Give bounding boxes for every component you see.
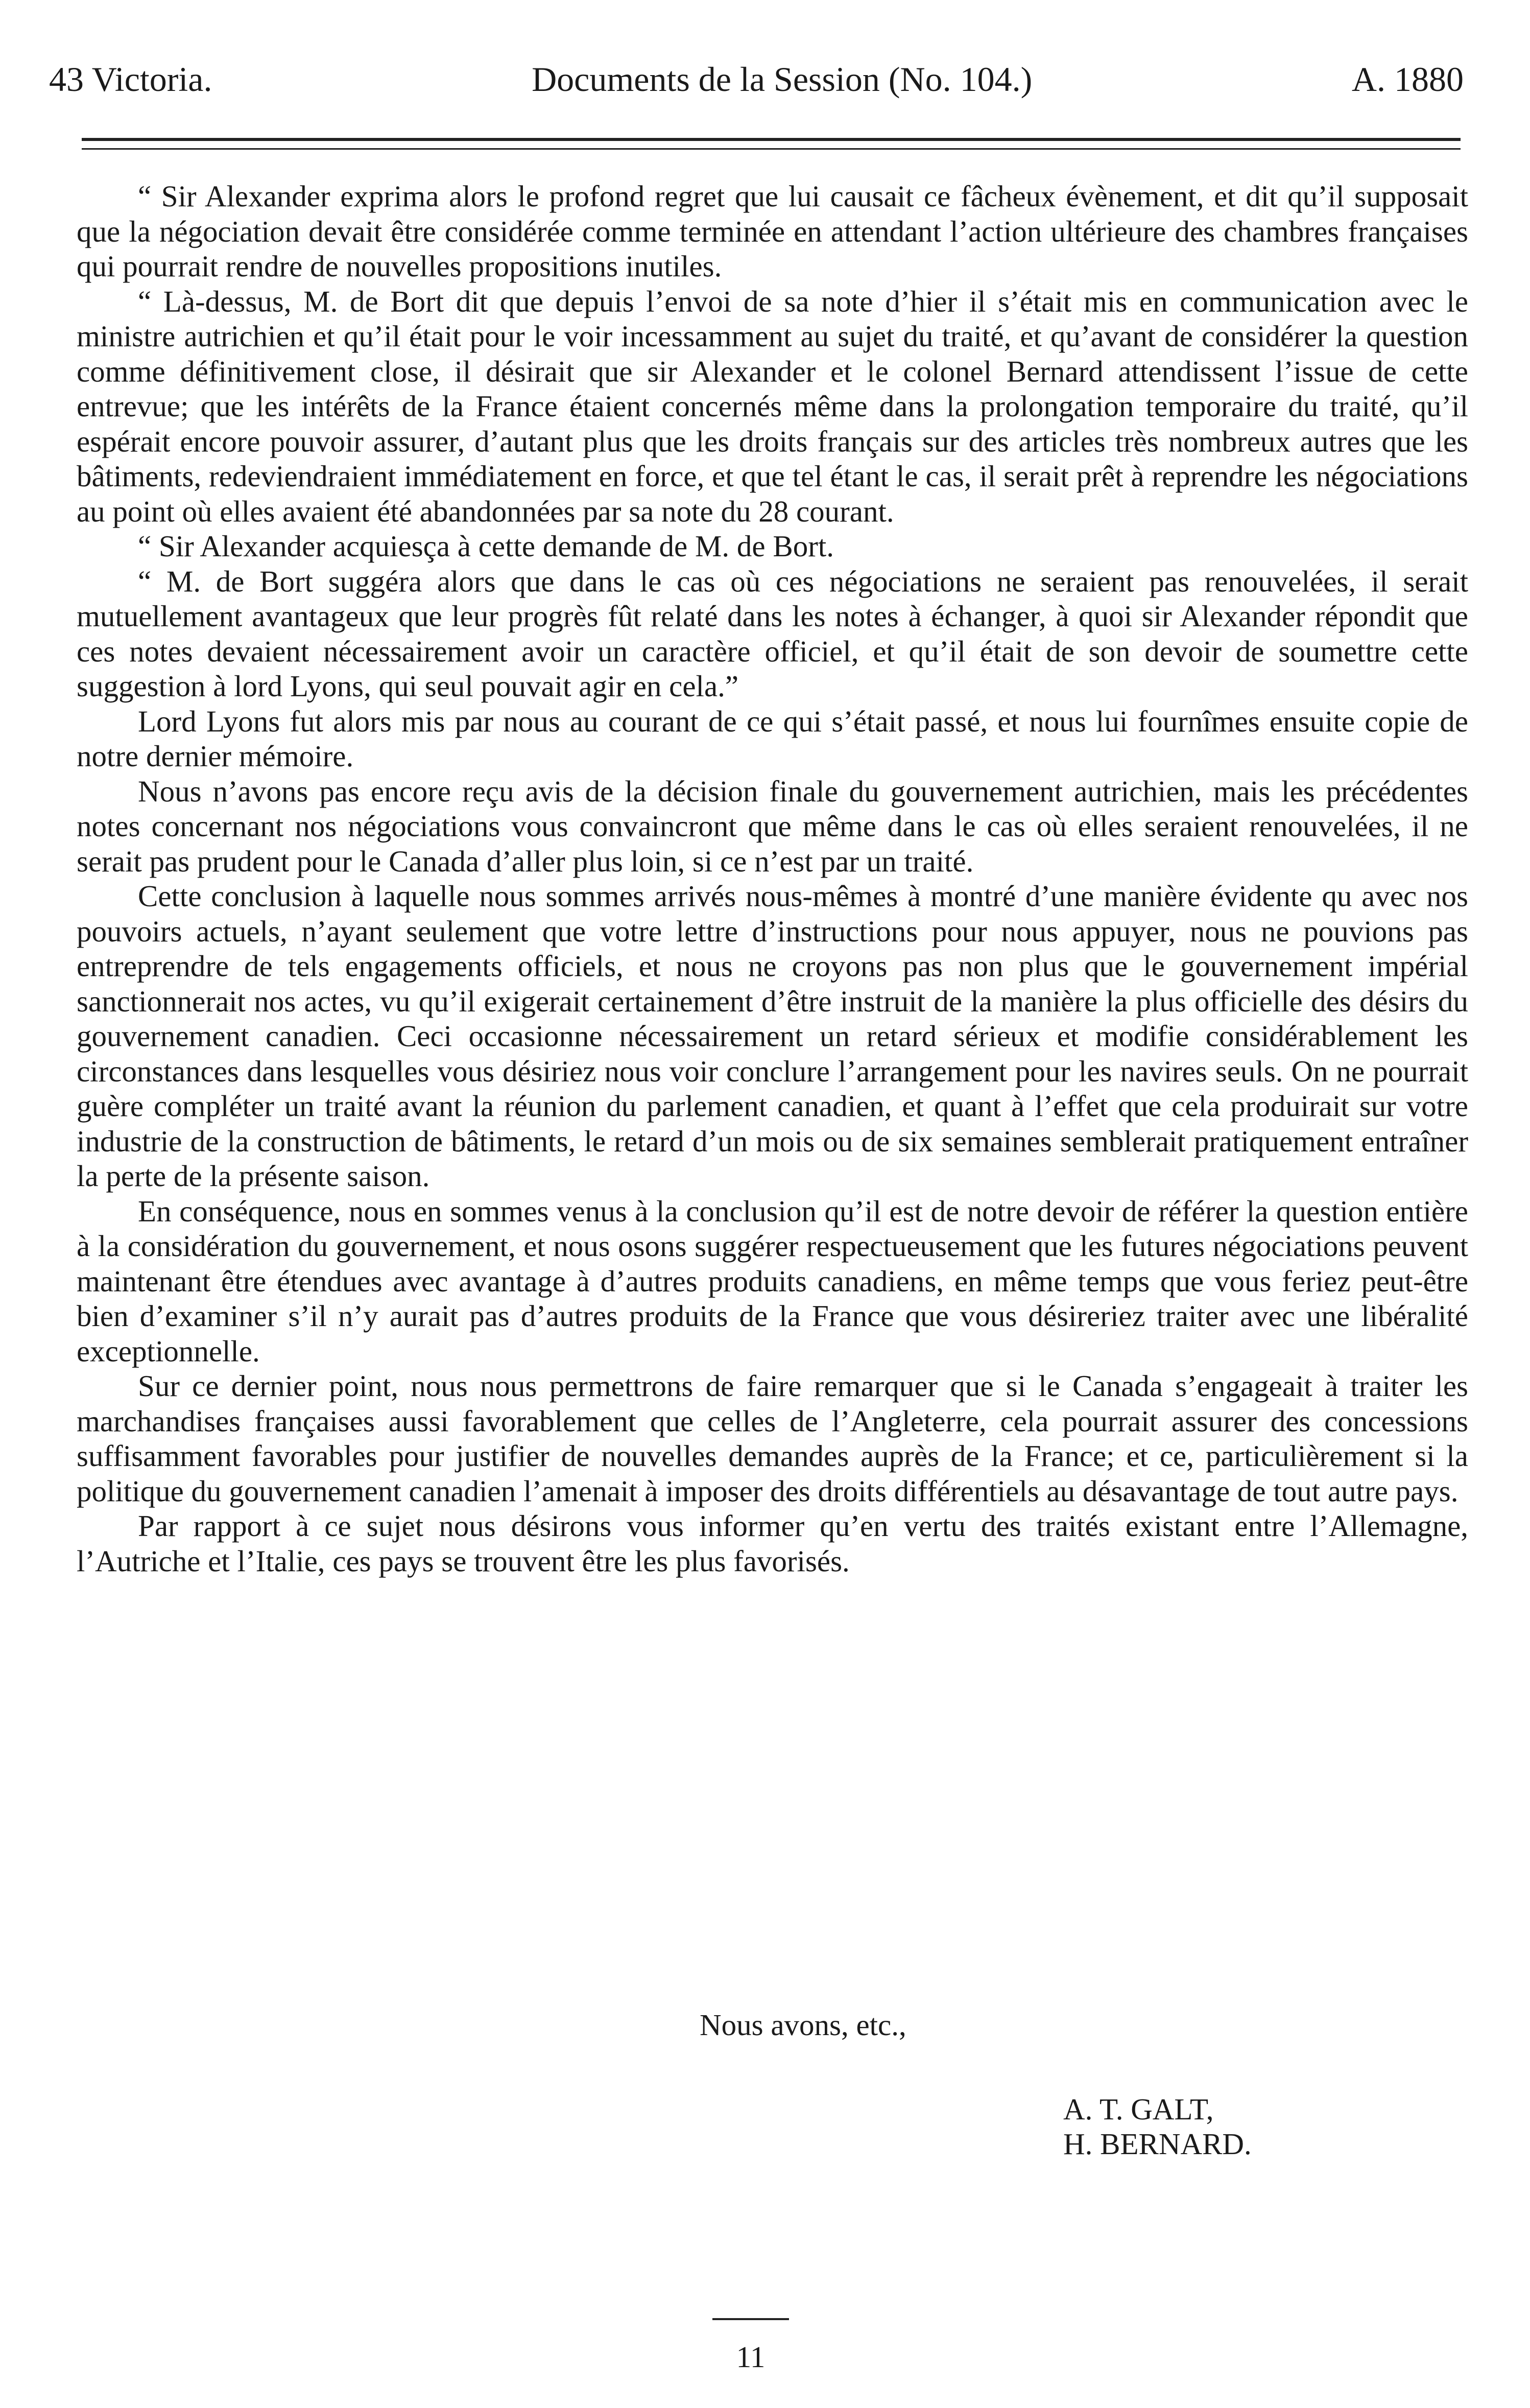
page-number: 11 xyxy=(736,2340,766,2374)
paragraph: “ Sir Alexander acquiesça à cette demande de M. de Bort. xyxy=(138,529,834,563)
signature-block xyxy=(1063,2092,1252,2161)
paragraph: “ Sir Alexander exprima alors le profond regret que lui causait ce fâcheux évènement, et dit qu’il supposait que la négociation devait être considérée comme terminée en attendant l’action ultérieure des chambres françaises qui pourrait rendre de nouvelles propositions inutiles. xyxy=(77,179,1468,283)
signature-galt: A. T. GALT, xyxy=(1063,2092,1214,2126)
paragraph: Sur ce dernier point, nous nous permettrons de faire remarquer que si le Canada s’engageait à traiter les marchandises françaises aussi favorablement que celles de l’Angleterre, cela pourrait assurer des concessions suffisamment favorables pour justifier de nouvelles demandes auprès de la France; et ce, particulièrement si la politique du gouvernement canadien l’amenait à imposer des droits différentiels au désavantage de tout autre pays. xyxy=(77,1369,1468,1508)
body-text xyxy=(77,179,1468,1578)
paragraph: Lord Lyons fut alors mis par nous au courant de ce qui s’était passé, et nous lui fournîmes ensuite copie de notre dernier mémoire. xyxy=(77,704,1468,773)
header-rule-thin xyxy=(82,148,1461,150)
paragraph: Cette conclusion à laquelle nous sommes arrivés nous-mêmes à montré d’une manière évidente qu avec nos pouvoirs actuels, n’ayant seulement que votre lettre d’instructions pour nous appuyer, nous ne pouvions pas entreprendre de tels engagements officiels, et nous ne croyons pas non plus que le gouvernement impérial sanctionnerait nos actes, vu qu’il exigerait certainement d’être instruit de la manière la plus officielle des désirs du gouvernement canadien. Ceci occasionne nécessairement un retard sérieux et modifie considérablement les circonstances dans lesquelles vous désiriez nous voir conclure l’arrangement pour les navires seuls. On ne pourrait guère compléter un traité avant la réunion du parlement canadien, et quant à l’effet que cela produirait sur votre industrie de la construction de bâtiments, le retard d’un mois ou de six semaines semblerait pratiquement entraîner la perte de la présente saison. xyxy=(77,879,1468,1193)
paragraph: “ M. de Bort suggéra alors que dans le cas où ces négociations ne seraient pas renouvelées, il serait mutuellement avantageux que leur progrès fût relaté dans les notes à échanger, à quoi sir Alexander répondit que ces notes devaient nécessairement avoir un caractère officiel, et qu’il était de son devoir de soumettre cette suggestion à lord Lyons, qui seul pouvait agir en cela.” xyxy=(77,564,1468,703)
paragraph: “ Là-dessus, M. de Bort dit que depuis l’envoi de sa note d’hier il s’était mis en communication avec le ministre autrichien et qu’il était pour le voir incessamment au sujet du traité, et qu’avant de considérer la question comme définitivement close, il désirait que sir Alexander et le colonel Bernard attendissent l’issue de cette entrevue; que les intérêts de la France étaient concernés même dans la prolongation temporaire du traité, qu’il espérait encore pouvoir assurer, d’autant plus que les droits français sur des articles très nombreux autres que les bâtiments, redeviendraient immédiatement en force, et que tel étant le cas, il serait prêt à reprendre les négociations au point où elles avaient été abandonnées par sa note du 28 courant. xyxy=(77,284,1468,528)
header-year: A. 1880 xyxy=(1351,59,1464,99)
paragraph: Par rapport à ce sujet nous désirons vous informer qu’en vertu des traités existant entre l’Allemagne, l’Autriche et l’Italie, ces pays se trouvent être les plus favorisés. xyxy=(77,1509,1468,1578)
paragraph: Nous n’avons pas encore reçu avis de la décision finale du gouvernement autrichien, mais les précédentes notes concernant nos négociations vous convaincront que même dans le cas où elles seraient renouvelées, il ne serait pas prudent pour le Canada d’aller plus loin, si ce n’est par un traité. xyxy=(77,774,1468,878)
header-rule-thick xyxy=(82,138,1461,141)
signature-bernard: H. BERNARD. xyxy=(1063,2127,1252,2161)
running-header xyxy=(49,51,1464,107)
paragraph: En conséquence, nous en sommes venus à la conclusion qu’il est de notre devoir de référer la question entière à la considération du gouvernement, et nous osons suggérer respectueusement que les futures négociations peuvent maintenant être étendues avec avantage à d’autres produits canadiens, en même temps que vous feriez peut-être bien d’examiner s’il n’y aurait pas d’autres produits de la France que vous désireriez traiter avec une libéralité exceptionnelle. xyxy=(77,1194,1468,1368)
footer-rule xyxy=(712,2318,789,2320)
header-document-title: Documents de la Session (No. 104.) xyxy=(532,59,1033,99)
closing-formula: Nous avons, etc., xyxy=(700,2008,906,2042)
header-regnal-year: 43 Victoria. xyxy=(49,59,212,99)
